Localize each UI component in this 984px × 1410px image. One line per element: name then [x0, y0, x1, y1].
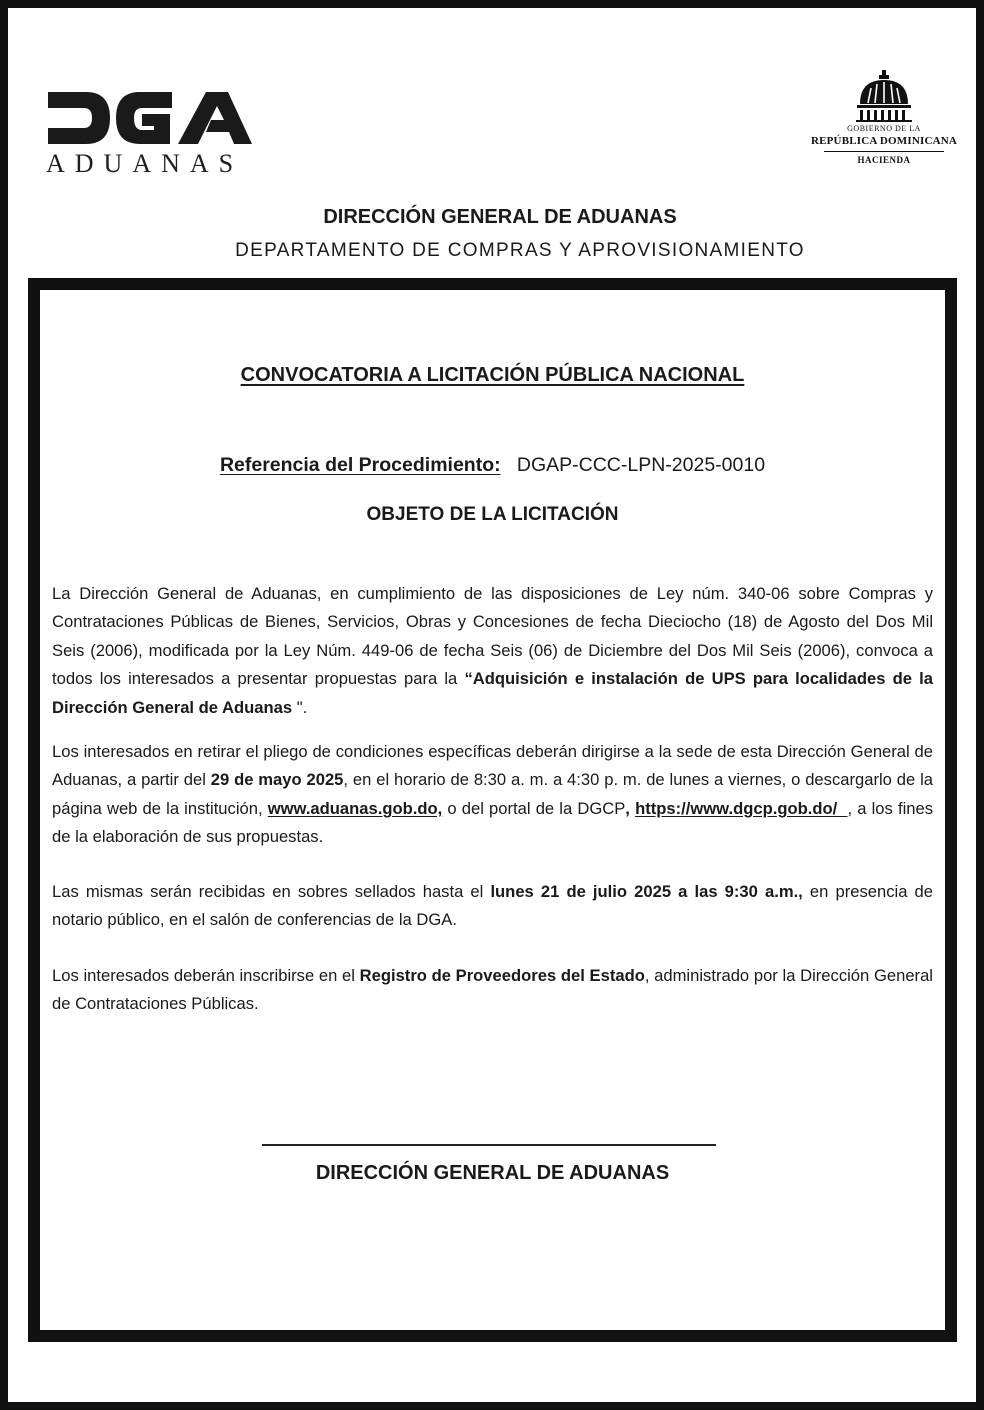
- dgcp-portal-link[interactable]: https://www.dgcp.gob.do/: [635, 798, 848, 818]
- p3-deadline-bold: lunes 21 de julio 2025 a las 9:30 a.m.,: [490, 882, 803, 901]
- reference-spacer: [506, 454, 511, 476]
- palace-dome-icon: [854, 70, 914, 122]
- p4-text-a: Los interesados deberán inscribirse en el: [52, 966, 360, 985]
- p1-text-b: ".: [292, 697, 308, 717]
- p2-text-d: , a los fines de la elaboración de sus propuestas.: [52, 798, 934, 847]
- p2-text-b: , en el horario de 8:30 a. m. a 4:30 p. m. de lunes a viernes, o descargarlo de la página web de la institución,: [52, 770, 933, 818]
- gov-divider: [824, 151, 944, 152]
- notice-title: CONVOCATORIA A LICITACIÓN PÚBLICA NACIONAL: [240, 364, 745, 386]
- object-title: OBJETO DE LA LICITACIÓN: [366, 504, 619, 525]
- p1-object-bold: “Adquisición e instalación de UPS para localidades de la Dirección General de Aduanas: [52, 669, 933, 717]
- paragraph-registro: [52, 962, 933, 1019]
- p2-text-a: Los interesados en retirar el pliego de condiciones específicas deberán dirigirse a la sede de esta Dirección General de Aduanas, a partir del: [52, 742, 933, 790]
- header-title: DIRECCIÓN GENERAL DE ADUANAS: [323, 206, 677, 228]
- dga-logo: [46, 88, 252, 178]
- notice-box: [28, 278, 957, 1342]
- paragraph-pliego: [52, 738, 933, 852]
- signature-name: DIRECCIÓN GENERAL DE ADUANAS: [315, 1162, 670, 1184]
- p3-text-a: Las mismas serán recibidas en sobres sellados hasta el: [52, 882, 491, 901]
- reference-label: Referencia del Procedimiento:: [219, 454, 501, 476]
- p2-date-bold: 29 de mayo 2025: [210, 770, 344, 790]
- p2-text-c: o del portal de la DGCP: [442, 798, 626, 818]
- gov-small-text: GOBIERNO DE LA: [847, 124, 921, 133]
- p4-registry-bold: Registro de Proveedores del Estado: [359, 966, 645, 985]
- dga-wordmark: ADUANAS: [46, 150, 244, 178]
- p1-text-a: La Dirección General de Aduanas, en cumplimiento de las disposiciones de Ley núm. 340-06 sobre Compras y Contrataciones Públicas de Bienes, Servicios, Obras y Concesiones de fecha Dieciocho (18) de Agosto del Dos Mil Seis (2006), modificada por la Ley Núm. 449-06 de fecha Seis (06) de Diciembre del Dos Mil Seis (2006), convoca a todos los interesados a presentar propuestas para la: [52, 584, 933, 689]
- header-subtitle: DEPARTAMENTO DE COMPRAS Y APROVISIONAMIENTO: [235, 240, 805, 261]
- p4-text-b: , administrado por la Dirección General de Contrataciones Públicas.: [52, 966, 933, 1014]
- p3-text-b: en presencia de notario público, en el salón de conferencias de la DGA.: [52, 882, 933, 930]
- reference-line: [40, 454, 945, 477]
- aduanas-website-link[interactable]: www.aduanas.gob.do,: [267, 798, 443, 818]
- paragraph-convocatoria: [52, 580, 933, 722]
- dga-letters-icon: [46, 88, 252, 148]
- p2-comma-bold: ,: [625, 798, 630, 818]
- gov-sub-text: HACIENDA: [857, 155, 911, 165]
- reference-value: DGAP-CCC-LPN-2025-0010: [516, 454, 766, 476]
- government-seal: [806, 70, 962, 182]
- paragraph-recepcion: [52, 878, 933, 935]
- signature-line: [262, 1144, 716, 1146]
- gov-main-text: REPÚBLICA DOMINICANA: [810, 135, 958, 147]
